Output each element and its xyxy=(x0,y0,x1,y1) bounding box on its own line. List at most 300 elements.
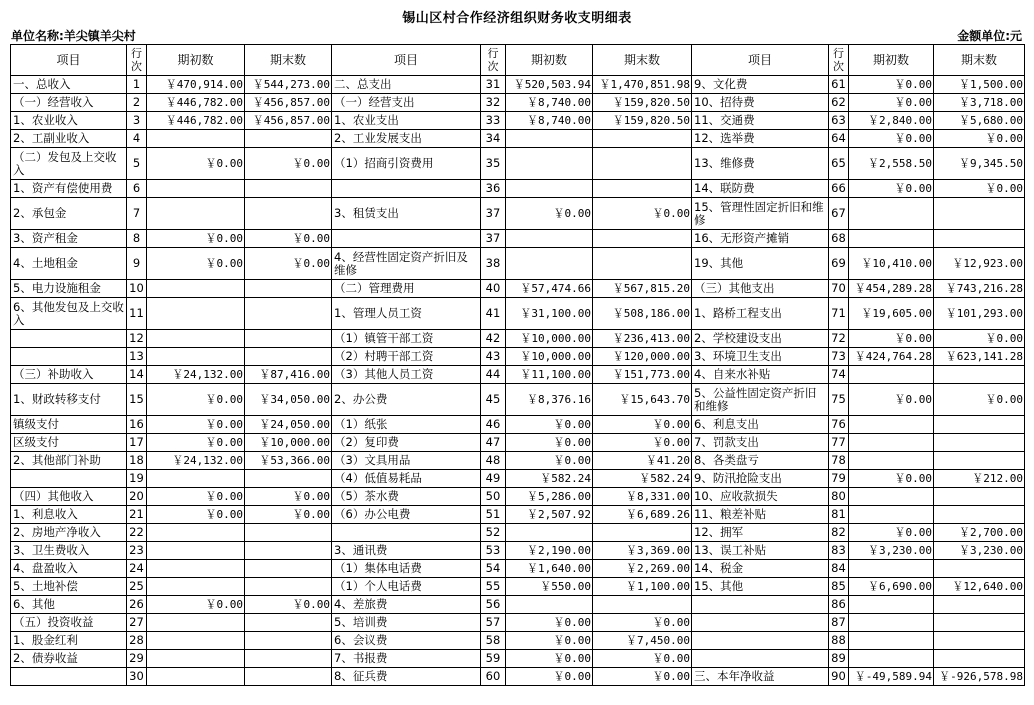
begin-value: ￥0.00 xyxy=(506,416,593,434)
item-name: （三）补助收入 xyxy=(11,366,127,384)
begin-value: ￥446,782.00 xyxy=(147,94,245,112)
line-no: 19 xyxy=(127,470,147,488)
line-no: 47 xyxy=(481,434,506,452)
line-no: 2 xyxy=(127,94,147,112)
end-value xyxy=(245,198,332,230)
begin-value xyxy=(147,330,245,348)
begin-value: ￥0.00 xyxy=(506,434,593,452)
line-no: 7 xyxy=(127,198,147,230)
item-name xyxy=(332,524,481,542)
end-value xyxy=(245,298,332,330)
end-value: ￥567,815.20 xyxy=(593,280,692,298)
header-begin: 期初数 xyxy=(849,45,934,76)
begin-value xyxy=(849,434,934,452)
line-no: 58 xyxy=(481,632,506,650)
begin-value xyxy=(506,596,593,614)
line-no: 34 xyxy=(481,130,506,148)
begin-value: ￥446,782.00 xyxy=(147,112,245,130)
line-no: 12 xyxy=(127,330,147,348)
line-no: 15 xyxy=(127,384,147,416)
end-value xyxy=(245,542,332,560)
begin-value: ￥2,190.00 xyxy=(506,542,593,560)
end-value: ￥12,640.00 xyxy=(934,578,1025,596)
table-row xyxy=(11,180,1025,198)
begin-value: ￥520,503.94 xyxy=(506,76,593,94)
end-value: ￥87,416.00 xyxy=(245,366,332,384)
end-value xyxy=(934,650,1025,668)
line-no: 35 xyxy=(481,148,506,180)
line-no: 73 xyxy=(829,348,849,366)
line-no: 86 xyxy=(829,596,849,614)
begin-value xyxy=(147,614,245,632)
begin-value: ￥2,840.00 xyxy=(849,112,934,130)
begin-value: ￥424,764.28 xyxy=(849,348,934,366)
end-value: ￥0.00 xyxy=(245,248,332,280)
line-no: 75 xyxy=(829,384,849,416)
item-name: 1、利息收入 xyxy=(11,506,127,524)
end-value xyxy=(934,416,1025,434)
item-name: （1）纸张 xyxy=(332,416,481,434)
end-value xyxy=(245,578,332,596)
line-no: 52 xyxy=(481,524,506,542)
line-no: 49 xyxy=(481,470,506,488)
begin-value xyxy=(506,230,593,248)
end-value xyxy=(245,632,332,650)
line-no: 24 xyxy=(127,560,147,578)
line-no: 45 xyxy=(481,384,506,416)
end-value xyxy=(593,130,692,148)
line-no: 61 xyxy=(829,76,849,94)
table-row xyxy=(11,452,1025,470)
end-value xyxy=(245,668,332,686)
line-no: 37 xyxy=(481,230,506,248)
report-title: 锡山区村合作经济组织财务收支明细表 xyxy=(402,11,632,26)
begin-value: ￥0.00 xyxy=(147,248,245,280)
table-row xyxy=(11,76,1025,94)
end-value: ￥1,470,851.98 xyxy=(593,76,692,94)
line-no: 44 xyxy=(481,366,506,384)
begin-value xyxy=(147,668,245,686)
end-value: ￥743,216.28 xyxy=(934,280,1025,298)
table-row xyxy=(11,112,1025,130)
income-expense-table xyxy=(10,44,1025,686)
item-name: （1）招商引资费用 xyxy=(332,148,481,180)
item-name: 12、拥军 xyxy=(692,524,829,542)
end-value: ￥0.00 xyxy=(593,416,692,434)
header-line: 行次 xyxy=(481,45,506,76)
end-value: ￥0.00 xyxy=(593,434,692,452)
begin-value: ￥10,000.00 xyxy=(506,330,593,348)
begin-value: ￥0.00 xyxy=(849,384,934,416)
begin-value xyxy=(506,524,593,542)
begin-value: ￥0.00 xyxy=(506,668,593,686)
begin-value: ￥0.00 xyxy=(849,180,934,198)
item-name xyxy=(11,330,127,348)
item-name xyxy=(332,180,481,198)
begin-value: ￥0.00 xyxy=(849,94,934,112)
line-no: 30 xyxy=(127,668,147,686)
line-no: 33 xyxy=(481,112,506,130)
end-value: ￥7,450.00 xyxy=(593,632,692,650)
line-no: 10 xyxy=(127,280,147,298)
item-name: 7、书报费 xyxy=(332,650,481,668)
end-value: ￥8,331.00 xyxy=(593,488,692,506)
line-no: 72 xyxy=(829,330,849,348)
unit-name-label: 单位名称:羊尖镇羊尖村 xyxy=(11,29,136,43)
line-no: 57 xyxy=(481,614,506,632)
line-no: 4 xyxy=(127,130,147,148)
begin-value: ￥0.00 xyxy=(849,524,934,542)
end-value: ￥9,345.50 xyxy=(934,148,1025,180)
item-name: 19、其他 xyxy=(692,248,829,280)
begin-value: ￥0.00 xyxy=(506,632,593,650)
line-no: 78 xyxy=(829,452,849,470)
line-no: 27 xyxy=(127,614,147,632)
line-no: 71 xyxy=(829,298,849,330)
line-no: 53 xyxy=(481,542,506,560)
line-no: 60 xyxy=(481,668,506,686)
table-row xyxy=(11,94,1025,112)
begin-value: ￥24,132.00 xyxy=(147,452,245,470)
amount-unit-label: 金额单位:元 xyxy=(957,29,1022,43)
begin-value: ￥8,376.16 xyxy=(506,384,593,416)
item-name: 10、招待费 xyxy=(692,94,829,112)
header-end: 期末数 xyxy=(245,45,332,76)
header-line: 行次 xyxy=(829,45,849,76)
item-name: 1、财政转移支付 xyxy=(11,384,127,416)
end-value: ￥2,269.00 xyxy=(593,560,692,578)
item-name: （二）管理费用 xyxy=(332,280,481,298)
begin-value xyxy=(849,560,934,578)
begin-value: ￥6,690.00 xyxy=(849,578,934,596)
table-row xyxy=(11,506,1025,524)
table-row xyxy=(11,434,1025,452)
line-no: 46 xyxy=(481,416,506,434)
end-value: ￥151,773.00 xyxy=(593,366,692,384)
item-name: 6、会议费 xyxy=(332,632,481,650)
table-row xyxy=(11,650,1025,668)
table-row xyxy=(11,542,1025,560)
line-no: 64 xyxy=(829,130,849,148)
begin-value xyxy=(506,248,593,280)
item-name xyxy=(692,614,829,632)
end-value: ￥159,820.50 xyxy=(593,112,692,130)
line-no: 89 xyxy=(829,650,849,668)
begin-value: ￥10,410.00 xyxy=(849,248,934,280)
table-row xyxy=(11,298,1025,330)
begin-value: ￥0.00 xyxy=(147,434,245,452)
line-no: 50 xyxy=(481,488,506,506)
item-name: （4）低值易耗品 xyxy=(332,470,481,488)
item-name: 13、维修费 xyxy=(692,148,829,180)
line-no: 43 xyxy=(481,348,506,366)
item-name: （6）办公电费 xyxy=(332,506,481,524)
item-name: 5、电力设施租金 xyxy=(11,280,127,298)
begin-value: ￥24,132.00 xyxy=(147,366,245,384)
table-row xyxy=(11,230,1025,248)
item-name: 11、交通费 xyxy=(692,112,829,130)
begin-value: ￥0.00 xyxy=(506,198,593,230)
end-value: ￥0.00 xyxy=(593,614,692,632)
begin-value: ￥8,740.00 xyxy=(506,112,593,130)
begin-value xyxy=(147,650,245,668)
item-name: 14、联防费 xyxy=(692,180,829,198)
end-value: ￥3,369.00 xyxy=(593,542,692,560)
line-no: 74 xyxy=(829,366,849,384)
begin-value: ￥0.00 xyxy=(147,148,245,180)
end-value: ￥456,857.00 xyxy=(245,112,332,130)
line-no: 81 xyxy=(829,506,849,524)
line-no: 37 xyxy=(481,198,506,230)
begin-value: ￥454,289.28 xyxy=(849,280,934,298)
end-value: ￥582.24 xyxy=(593,470,692,488)
item-name: 6、其他发包及上交收入 xyxy=(11,298,127,330)
end-value: ￥0.00 xyxy=(934,180,1025,198)
begin-value xyxy=(849,596,934,614)
end-value: ￥2,700.00 xyxy=(934,524,1025,542)
begin-value: ￥0.00 xyxy=(849,330,934,348)
item-name: 一、总收入 xyxy=(11,76,127,94)
begin-value xyxy=(849,506,934,524)
begin-value: ￥0.00 xyxy=(849,470,934,488)
table-row xyxy=(11,148,1025,180)
item-name: （3）文具用品 xyxy=(332,452,481,470)
item-name: 1、路桥工程支出 xyxy=(692,298,829,330)
item-name: （一）经营收入 xyxy=(11,94,127,112)
line-no: 66 xyxy=(829,180,849,198)
item-name: 2、承包金 xyxy=(11,198,127,230)
line-no: 13 xyxy=(127,348,147,366)
item-name: 2、学校建设支出 xyxy=(692,330,829,348)
end-value: ￥6,689.26 xyxy=(593,506,692,524)
item-name: （5）茶水费 xyxy=(332,488,481,506)
end-value xyxy=(593,596,692,614)
item-name: 6、利息支出 xyxy=(692,416,829,434)
end-value: ￥0.00 xyxy=(245,596,332,614)
end-value: ￥1,500.00 xyxy=(934,76,1025,94)
line-no: 11 xyxy=(127,298,147,330)
end-value: ￥120,000.00 xyxy=(593,348,692,366)
item-name: （二）发包及上交收入 xyxy=(11,148,127,180)
end-value: ￥212.00 xyxy=(934,470,1025,488)
line-no: 18 xyxy=(127,452,147,470)
item-name: 8、各类盘亏 xyxy=(692,452,829,470)
line-no: 22 xyxy=(127,524,147,542)
end-value xyxy=(245,560,332,578)
item-name: （2）复印费 xyxy=(332,434,481,452)
item-name: 3、通讯费 xyxy=(332,542,481,560)
item-name: 三、本年净收益 xyxy=(692,668,829,686)
line-no: 82 xyxy=(829,524,849,542)
line-no: 76 xyxy=(829,416,849,434)
table-row xyxy=(11,578,1025,596)
item-name xyxy=(692,632,829,650)
item-name: （1）个人电话费 xyxy=(332,578,481,596)
table-row xyxy=(11,130,1025,148)
line-no: 85 xyxy=(829,578,849,596)
table-row xyxy=(11,632,1025,650)
table-row xyxy=(11,348,1025,366)
item-name: （四）其他收入 xyxy=(11,488,127,506)
end-value: ￥456,857.00 xyxy=(245,94,332,112)
end-value: ￥3,718.00 xyxy=(934,94,1025,112)
table-row xyxy=(11,330,1025,348)
header-item: 项目 xyxy=(11,45,127,76)
begin-value: ￥19,605.00 xyxy=(849,298,934,330)
line-no: 59 xyxy=(481,650,506,668)
line-no: 29 xyxy=(127,650,147,668)
begin-value: ￥31,100.00 xyxy=(506,298,593,330)
item-name: 2、其他部门补助 xyxy=(11,452,127,470)
table-header-row xyxy=(11,45,1025,76)
item-name: 8、征兵费 xyxy=(332,668,481,686)
begin-value xyxy=(506,148,593,180)
item-name: 9、防汛抢险支出 xyxy=(692,470,829,488)
line-no: 32 xyxy=(481,94,506,112)
line-no: 56 xyxy=(481,596,506,614)
begin-value xyxy=(849,614,934,632)
end-value: ￥0.00 xyxy=(934,384,1025,416)
item-name xyxy=(692,596,829,614)
begin-value: ￥3,230.00 xyxy=(849,542,934,560)
end-value xyxy=(593,148,692,180)
item-name xyxy=(11,668,127,686)
item-name: 5、公益性固定资产折旧和维修 xyxy=(692,384,829,416)
end-value: ￥0.00 xyxy=(593,668,692,686)
line-no: 87 xyxy=(829,614,849,632)
end-value xyxy=(245,650,332,668)
end-value: ￥3,230.00 xyxy=(934,542,1025,560)
end-value: ￥0.00 xyxy=(934,130,1025,148)
table-row xyxy=(11,488,1025,506)
end-value xyxy=(593,248,692,280)
item-name: 13、误工补贴 xyxy=(692,542,829,560)
line-no: 8 xyxy=(127,230,147,248)
line-no: 6 xyxy=(127,180,147,198)
line-no: 26 xyxy=(127,596,147,614)
begin-value xyxy=(147,524,245,542)
item-name: 3、租赁支出 xyxy=(332,198,481,230)
item-name: 4、差旅费 xyxy=(332,596,481,614)
end-value xyxy=(245,180,332,198)
end-value: ￥53,366.00 xyxy=(245,452,332,470)
begin-value xyxy=(849,650,934,668)
line-no: 16 xyxy=(127,416,147,434)
begin-value xyxy=(506,130,593,148)
begin-value xyxy=(147,632,245,650)
line-no: 79 xyxy=(829,470,849,488)
line-no: 5 xyxy=(127,148,147,180)
end-value: ￥544,273.00 xyxy=(245,76,332,94)
begin-value xyxy=(506,180,593,198)
end-value xyxy=(934,506,1025,524)
begin-value: ￥550.00 xyxy=(506,578,593,596)
line-no: 36 xyxy=(481,180,506,198)
end-value: ￥34,050.00 xyxy=(245,384,332,416)
end-value: ￥0.00 xyxy=(245,148,332,180)
table-row xyxy=(11,366,1025,384)
item-name: （3）其他人员工资 xyxy=(332,366,481,384)
begin-value xyxy=(849,230,934,248)
line-no: 68 xyxy=(829,230,849,248)
line-no: 48 xyxy=(481,452,506,470)
item-name: 3、资产租金 xyxy=(11,230,127,248)
item-name xyxy=(692,650,829,668)
table-row xyxy=(11,614,1025,632)
item-name: 1、股金红利 xyxy=(11,632,127,650)
line-no: 70 xyxy=(829,280,849,298)
line-no: 84 xyxy=(829,560,849,578)
begin-value: ￥10,000.00 xyxy=(506,348,593,366)
line-no: 38 xyxy=(481,248,506,280)
table-row xyxy=(11,668,1025,686)
line-no: 90 xyxy=(829,668,849,686)
end-value xyxy=(934,434,1025,452)
item-name: 6、其他 xyxy=(11,596,127,614)
item-name: （2）村聘干部工资 xyxy=(332,348,481,366)
item-name: 2、工副业收入 xyxy=(11,130,127,148)
end-value xyxy=(245,614,332,632)
begin-value xyxy=(849,366,934,384)
item-name: 10、应收款损失 xyxy=(692,488,829,506)
table-row xyxy=(11,470,1025,488)
begin-value xyxy=(147,470,245,488)
end-value: ￥1,100.00 xyxy=(593,578,692,596)
item-name: 二、总支出 xyxy=(332,76,481,94)
begin-value xyxy=(147,198,245,230)
end-value: ￥508,186.00 xyxy=(593,298,692,330)
table-row xyxy=(11,524,1025,542)
header-end: 期末数 xyxy=(593,45,692,76)
begin-value xyxy=(147,578,245,596)
item-name: 14、税金 xyxy=(692,560,829,578)
begin-value xyxy=(849,488,934,506)
item-name: 15、管理性固定折旧和维修 xyxy=(692,198,829,230)
item-name: 4、土地租金 xyxy=(11,248,127,280)
end-value: ￥159,820.50 xyxy=(593,94,692,112)
item-name xyxy=(11,470,127,488)
item-name: 1、农业支出 xyxy=(332,112,481,130)
end-value: ￥15,643.70 xyxy=(593,384,692,416)
begin-value: ￥0.00 xyxy=(506,650,593,668)
line-no: 65 xyxy=(829,148,849,180)
item-name: 区级支付 xyxy=(11,434,127,452)
begin-value xyxy=(849,452,934,470)
line-no: 14 xyxy=(127,366,147,384)
line-no: 21 xyxy=(127,506,147,524)
begin-value xyxy=(147,560,245,578)
end-value xyxy=(934,198,1025,230)
end-value xyxy=(934,632,1025,650)
begin-value: ￥0.00 xyxy=(506,614,593,632)
line-no: 1 xyxy=(127,76,147,94)
end-value: ￥0.00 xyxy=(245,230,332,248)
item-name: 4、自来水补贴 xyxy=(692,366,829,384)
end-value: ￥0.00 xyxy=(593,198,692,230)
line-no: 41 xyxy=(481,298,506,330)
begin-value: ￥0.00 xyxy=(147,416,245,434)
begin-value xyxy=(147,542,245,560)
line-no: 25 xyxy=(127,578,147,596)
table-row xyxy=(11,384,1025,416)
item-name: 2、工业发展支出 xyxy=(332,130,481,148)
end-value xyxy=(593,230,692,248)
begin-value: ￥0.00 xyxy=(849,76,934,94)
begin-value: ￥-49,589.94 xyxy=(849,668,934,686)
item-name: 15、其他 xyxy=(692,578,829,596)
header-line: 行次 xyxy=(127,45,147,76)
begin-value: ￥0.00 xyxy=(506,452,593,470)
